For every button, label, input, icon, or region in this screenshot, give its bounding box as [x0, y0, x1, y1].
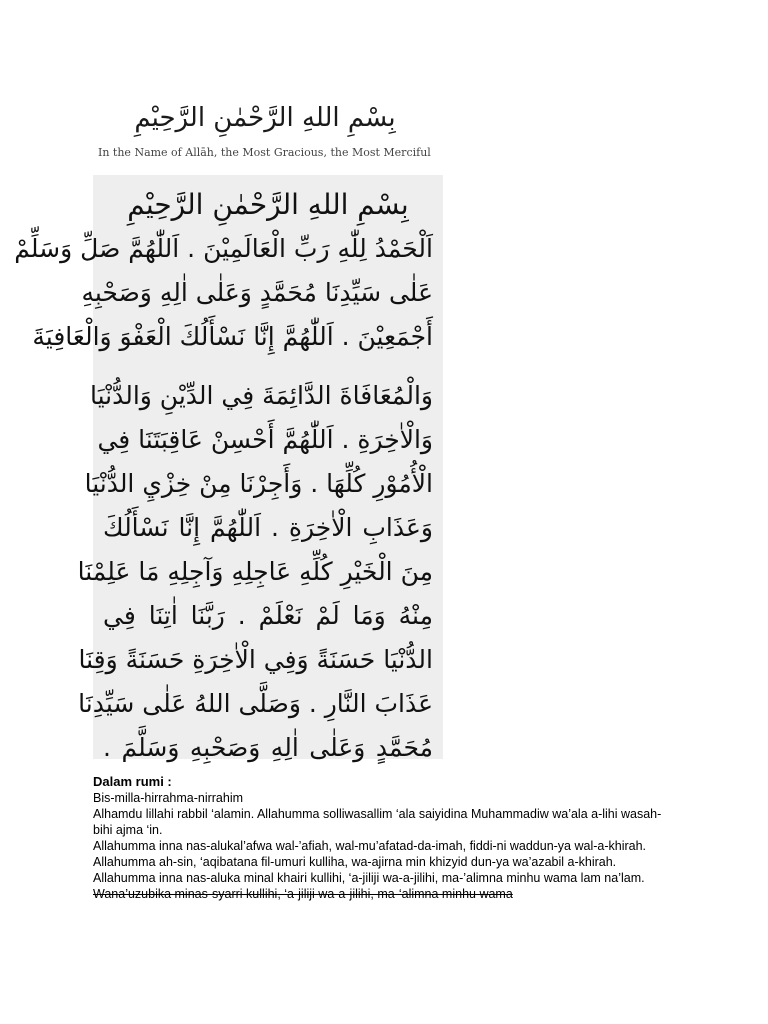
struck-through-text: Wana’uzubika minas-syarri kullihi, ‘a-jiliji wa-a-jilihi, ma-‘alimna minhu wama: [93, 887, 513, 901]
bismillah-calligraphy: بِسْمِ اللهِ الرَّحْمٰنِ الرَّحِيْمِ: [134, 103, 396, 133]
scan-line: مِنْهُ وَمَا لَمْ نَعْلَمْ . رَبَّنَا اٰتِنَا فِي: [103, 601, 433, 630]
rumi-paragraph: Alhamdu lillahi rabbil ‘alamin. Allahumma solliwasallim ‘ala saiyidina Muhammadiw wa’ala a-lihi wasah-bihi ajma ‘in.: [93, 807, 662, 837]
scan-line: عَذَابَ النَّارِ . وَصَلَّى اللهُ عَلٰى سَيِّدِنَا: [78, 689, 433, 718]
rumi-paragraph: Allahumma ah-sin, ‘aqibatana fil-umuri kulliha, wa-ajirna min khizyid dun-ya wa’azabil a-khirah.: [93, 855, 617, 869]
arabic-doa-scan: [14, 175, 443, 762]
bismillah-translation: In the Name of Allāh, the Most Gracious, the Most Merciful: [98, 146, 431, 159]
scan-line: اَلْحَمْدُ لِلّٰهِ رَبِّ الْعَالَمِيْنَ . اَللّٰهُمَّ صَلِّ وَسَلِّمْ: [14, 234, 433, 263]
scan-line: مُحَمَّدٍ وَعَلٰى اٰلِهِ وَصَحْبِهِ وَسَلَّمَ .: [103, 733, 433, 762]
scan-line: وَالْاٰخِرَةِ . اَللّٰهُمَّ أَحْسِنْ عَاقِبَتَنَا فِي: [97, 425, 433, 454]
scan-line: وَالْمُعَافَاةَ الدَّائِمَةَ فِي الدِّيْنِ وَالدُّنْيَا: [89, 381, 433, 410]
scan-bismillah: بِسْمِ اللهِ الرَّحْمٰنِ الرَّحِيْمِ: [127, 188, 409, 221]
scan-line: الْأُمُوْرِ كُلِّهَا . وَأَجِرْنَا مِنْ خِزْيِ الدُّنْيَا: [84, 469, 433, 498]
scan-line: الدُّنْيَا حَسَنَةً وَفِي الْاٰخِرَةِ حَسَنَةً وَقِنَا: [78, 645, 433, 674]
rumi-paragraph: [93, 870, 673, 902]
scan-text-block: [14, 227, 443, 770]
scan-line: وَعَذَابِ الْاٰخِرَةِ . اَللّٰهُمَّ إِنَّا نَسْأَلُكَ: [103, 513, 433, 542]
rumi-heading: Dalam rumi :: [93, 774, 172, 789]
rumi-paragraph-text: Allahumma inna nas-aluka minal khairi kullihi, ‘a-jiliji wa-a-jilihi, ma-’alimna minhu wama lam na’lam.: [93, 871, 645, 885]
rumi-paragraph: Allahumma inna nas-alukal’afwa wal-’afiah, wal-mu’afatad-da-imah, fiddi-ni waddun-ya wal-a-khirah.: [93, 839, 647, 853]
scan-line: مِنَ الْخَيْرِ كُلِّهِ عَاجِلِهِ وَآجِلِهِ مَا عَلِمْنَا: [77, 557, 433, 586]
scan-gap: [103, 359, 433, 374]
rumi-paragraph: Bis-milla-hirrahma-nirrahim: [93, 791, 244, 805]
rumi-transliteration: [93, 774, 673, 902]
scan-line: عَلٰى سَيِّدِنَا مُحَمَّدٍ وَعَلٰى اٰلِهِ وَصَحْبِهِ: [81, 278, 433, 307]
bismillah-header: [120, 96, 410, 140]
scan-line: أَجْمَعِيْنَ . اَللّٰهُمَّ إِنَّا نَسْأَلُكَ الْعَفْوَ وَالْعَافِيَةَ: [32, 322, 433, 351]
